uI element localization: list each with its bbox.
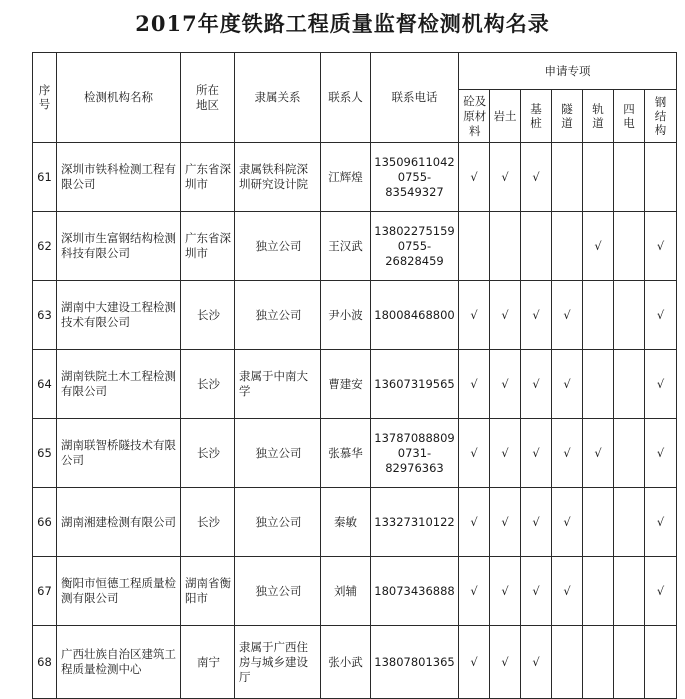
table-row — [33, 212, 677, 281]
header-region: 所在地区 — [181, 53, 235, 143]
cell-phone — [371, 281, 459, 350]
cell-region — [181, 557, 235, 626]
cell-affiliation-text: 隶属铁科院深圳研究设计院 — [239, 162, 308, 191]
cell-contact-text: 尹小波 — [328, 307, 363, 322]
check-mark-icon: √ — [532, 514, 540, 529]
cell-tunnel — [552, 557, 583, 626]
cell-tunnel — [552, 143, 583, 212]
cell-track — [583, 350, 614, 419]
header-sub-tunnel: 隧道 — [552, 90, 583, 143]
cell-affiliation — [235, 350, 321, 419]
cell-contact-text: 秦敏 — [334, 514, 357, 529]
cell-steel — [645, 557, 677, 626]
cell-geotech — [490, 488, 521, 557]
table-row — [33, 281, 677, 350]
cell-tunnel — [552, 488, 583, 557]
cell-affiliation — [235, 212, 321, 281]
cell-track — [583, 488, 614, 557]
check-mark-icon: √ — [594, 238, 602, 253]
check-mark-icon: √ — [656, 583, 665, 598]
cell-track — [583, 557, 614, 626]
cell-seq — [33, 557, 57, 626]
check-mark-icon: √ — [656, 376, 665, 391]
cell-tunnel — [552, 281, 583, 350]
check-mark-icon: √ — [501, 654, 509, 669]
cell-contact-text: 曹建安 — [328, 376, 363, 391]
cell-geotech — [490, 281, 521, 350]
cell-piles — [521, 488, 552, 557]
header-sub-four-electric: 四电 — [614, 90, 645, 143]
cell-affiliation-text: 隶属于广西住房与城乡建设厅 — [239, 639, 308, 684]
cell-name — [57, 626, 181, 699]
header-sub-geotech: 岩土 — [490, 90, 521, 143]
cell-steel — [645, 281, 677, 350]
cell-concrete — [459, 350, 490, 419]
cell-contact — [321, 350, 371, 419]
table-row — [33, 143, 677, 212]
check-mark-icon: √ — [532, 583, 540, 598]
check-mark-icon: √ — [501, 583, 509, 598]
header-phone: 联系电话 — [371, 53, 459, 143]
cell-contact — [321, 557, 371, 626]
cell-piles — [521, 143, 552, 212]
cell-phone-text: 13607319565 — [374, 376, 455, 391]
cell-name — [57, 419, 181, 488]
cell-region — [181, 350, 235, 419]
header-sub-track: 轨道 — [583, 90, 614, 143]
table-row — [33, 557, 677, 626]
cell-name — [57, 212, 181, 281]
cell-region-text: 湖南省衡阳市 — [185, 576, 231, 605]
cell-affiliation-text: 独立公司 — [255, 307, 302, 322]
cell-four-electric — [614, 626, 645, 699]
cell-tunnel — [552, 212, 583, 281]
cell-name — [57, 557, 181, 626]
check-mark-icon: √ — [470, 654, 478, 669]
table-body — [33, 143, 677, 699]
header-contact: 联系人 — [321, 53, 371, 143]
cell-region — [181, 488, 235, 557]
cell-concrete — [459, 557, 490, 626]
cell-seq-text: 64 — [37, 376, 52, 391]
check-mark-icon: √ — [501, 307, 509, 322]
cell-name-text: 湖南联智桥隧技术有限公司 — [61, 438, 176, 467]
cell-seq — [33, 281, 57, 350]
cell-phone-text: 13509611042 0755-83549327 — [374, 154, 455, 199]
cell-four-electric — [614, 488, 645, 557]
cell-track — [583, 212, 614, 281]
cell-track — [583, 419, 614, 488]
cell-name — [57, 488, 181, 557]
document-title: 2017年度铁路工程质量监督检测机构名录 — [135, 11, 550, 36]
cell-contact — [321, 626, 371, 699]
cell-phone-text: 18073436888 — [374, 583, 455, 598]
cell-seq-text: 66 — [37, 514, 52, 529]
cell-seq — [33, 350, 57, 419]
cell-affiliation — [235, 143, 321, 212]
cell-concrete — [459, 143, 490, 212]
cell-phone-text: 13802275159 0755-26828459 — [374, 223, 455, 268]
table-row — [33, 419, 677, 488]
cell-name — [57, 281, 181, 350]
cell-phone — [371, 419, 459, 488]
cell-contact — [321, 281, 371, 350]
check-mark-icon: √ — [470, 307, 478, 322]
cell-steel — [645, 350, 677, 419]
cell-contact — [321, 212, 371, 281]
cell-affiliation-text: 独立公司 — [255, 583, 302, 598]
registry-table — [32, 52, 677, 699]
cell-geotech — [490, 143, 521, 212]
header-name: 检测机构名称 — [57, 53, 181, 143]
cell-phone-text: 18008468800 — [374, 307, 455, 322]
cell-region — [181, 626, 235, 699]
check-mark-icon: √ — [501, 169, 509, 184]
cell-steel — [645, 626, 677, 699]
check-mark-icon: √ — [563, 445, 571, 460]
cell-phone — [371, 488, 459, 557]
check-mark-icon: √ — [594, 445, 602, 460]
cell-contact-text: 刘辅 — [334, 583, 357, 598]
cell-region — [181, 419, 235, 488]
cell-seq — [33, 626, 57, 699]
cell-affiliation-text: 隶属于中南大学 — [239, 369, 308, 398]
check-mark-icon: √ — [532, 169, 540, 184]
cell-seq-text: 67 — [37, 583, 52, 598]
header-sub-steel: 钢结构 — [645, 90, 677, 143]
cell-piles — [521, 626, 552, 699]
cell-name — [57, 350, 181, 419]
cell-piles — [521, 557, 552, 626]
cell-tunnel — [552, 350, 583, 419]
check-mark-icon: √ — [656, 445, 665, 460]
cell-tunnel — [552, 419, 583, 488]
cell-region-text: 广东省深圳市 — [185, 231, 231, 260]
check-mark-icon: √ — [656, 514, 665, 529]
cell-contact — [321, 143, 371, 212]
cell-steel — [645, 419, 677, 488]
cell-track — [583, 626, 614, 699]
cell-affiliation — [235, 281, 321, 350]
check-mark-icon: √ — [656, 238, 665, 253]
cell-four-electric — [614, 143, 645, 212]
cell-region-text: 长沙 — [197, 514, 220, 529]
check-mark-icon: √ — [532, 376, 540, 391]
check-mark-icon: √ — [532, 307, 540, 322]
cell-region-text: 广东省深圳市 — [185, 162, 231, 191]
check-mark-icon: √ — [563, 307, 571, 322]
cell-seq — [33, 488, 57, 557]
cell-phone — [371, 143, 459, 212]
cell-affiliation — [235, 557, 321, 626]
cell-contact-text: 张小武 — [328, 654, 363, 669]
cell-geotech — [490, 557, 521, 626]
cell-region-text: 南宁 — [197, 654, 220, 669]
cell-name-text: 湖南铁院土木工程检测有限公司 — [61, 369, 176, 398]
cell-name-text: 深圳市生富钢结构检测科技有限公司 — [61, 231, 176, 260]
cell-contact-text: 张慕华 — [328, 445, 363, 460]
check-mark-icon: √ — [563, 376, 571, 391]
cell-concrete — [459, 212, 490, 281]
cell-steel — [645, 212, 677, 281]
cell-name-text: 广西壮族自治区建筑工程质量检测中心 — [61, 647, 176, 676]
cell-seq-text: 61 — [37, 169, 52, 184]
cell-piles — [521, 350, 552, 419]
cell-seq — [33, 419, 57, 488]
cell-geotech — [490, 212, 521, 281]
cell-region — [181, 212, 235, 281]
check-mark-icon: √ — [532, 445, 540, 460]
cell-phone-text: 13807801365 — [374, 654, 455, 669]
cell-steel — [645, 488, 677, 557]
header-affiliation: 隶属关系 — [235, 53, 321, 143]
table-row — [33, 350, 677, 419]
cell-phone-text: 13327310122 — [374, 514, 455, 529]
cell-name-text: 湖南湘建检测有限公司 — [61, 514, 176, 529]
cell-concrete — [459, 281, 490, 350]
cell-four-electric — [614, 557, 645, 626]
check-mark-icon: √ — [470, 514, 478, 529]
cell-seq — [33, 143, 57, 212]
cell-affiliation-text: 独立公司 — [255, 514, 302, 529]
cell-piles — [521, 419, 552, 488]
cell-contact-text: 王汉武 — [328, 238, 363, 253]
header-apply-group: 申请专项 — [459, 53, 677, 90]
check-mark-icon: √ — [563, 514, 571, 529]
cell-steel — [645, 143, 677, 212]
cell-geotech — [490, 626, 521, 699]
cell-contact-text: 江辉煌 — [328, 169, 363, 184]
cell-seq — [33, 212, 57, 281]
cell-affiliation — [235, 419, 321, 488]
cell-name-text: 湖南中大建设工程检测技术有限公司 — [61, 300, 176, 329]
cell-affiliation — [235, 488, 321, 557]
check-mark-icon: √ — [656, 307, 665, 322]
cell-contact — [321, 419, 371, 488]
cell-four-electric — [614, 281, 645, 350]
cell-seq-text: 68 — [37, 654, 52, 669]
check-mark-icon: √ — [532, 654, 540, 669]
cell-name-text: 深圳市铁科检测工程有限公司 — [61, 162, 176, 191]
cell-geotech — [490, 350, 521, 419]
cell-seq-text: 63 — [37, 307, 52, 322]
check-mark-icon: √ — [470, 376, 478, 391]
cell-affiliation-text: 独立公司 — [255, 445, 302, 460]
cell-phone — [371, 557, 459, 626]
cell-phone — [371, 350, 459, 419]
check-mark-icon: √ — [470, 445, 478, 460]
header-sub-concrete: 砼及原材料 — [459, 90, 490, 143]
cell-piles — [521, 212, 552, 281]
cell-name-text: 衡阳市恒德工程质量检测有限公司 — [61, 576, 176, 605]
cell-track — [583, 281, 614, 350]
cell-track — [583, 143, 614, 212]
header-seq: 序号 — [33, 53, 57, 143]
cell-geotech — [490, 419, 521, 488]
cell-seq-text: 65 — [37, 445, 52, 460]
cell-affiliation — [235, 626, 321, 699]
table-row — [33, 488, 677, 557]
table-row — [33, 626, 677, 699]
cell-phone — [371, 212, 459, 281]
cell-region-text: 长沙 — [197, 445, 220, 460]
cell-concrete — [459, 626, 490, 699]
header-sub-piles: 基桩 — [521, 90, 552, 143]
cell-concrete — [459, 488, 490, 557]
check-mark-icon: √ — [501, 376, 509, 391]
cell-contact — [321, 488, 371, 557]
cell-four-electric — [614, 212, 645, 281]
cell-region — [181, 281, 235, 350]
cell-concrete — [459, 419, 490, 488]
check-mark-icon: √ — [470, 169, 478, 184]
cell-four-electric — [614, 350, 645, 419]
check-mark-icon: √ — [470, 583, 478, 598]
header-row-top — [33, 53, 677, 90]
cell-phone — [371, 626, 459, 699]
check-mark-icon: √ — [563, 583, 571, 598]
cell-affiliation-text: 独立公司 — [255, 238, 302, 253]
cell-piles — [521, 281, 552, 350]
check-mark-icon: √ — [501, 514, 509, 529]
cell-name — [57, 143, 181, 212]
cell-region — [181, 143, 235, 212]
cell-region-text: 长沙 — [197, 307, 220, 322]
cell-region-text: 长沙 — [197, 376, 220, 391]
cell-seq-text: 62 — [37, 238, 52, 253]
cell-phone-text: 13787088809 0731-82976363 — [374, 430, 455, 475]
check-mark-icon: √ — [501, 445, 509, 460]
cell-tunnel — [552, 626, 583, 699]
cell-four-electric — [614, 419, 645, 488]
